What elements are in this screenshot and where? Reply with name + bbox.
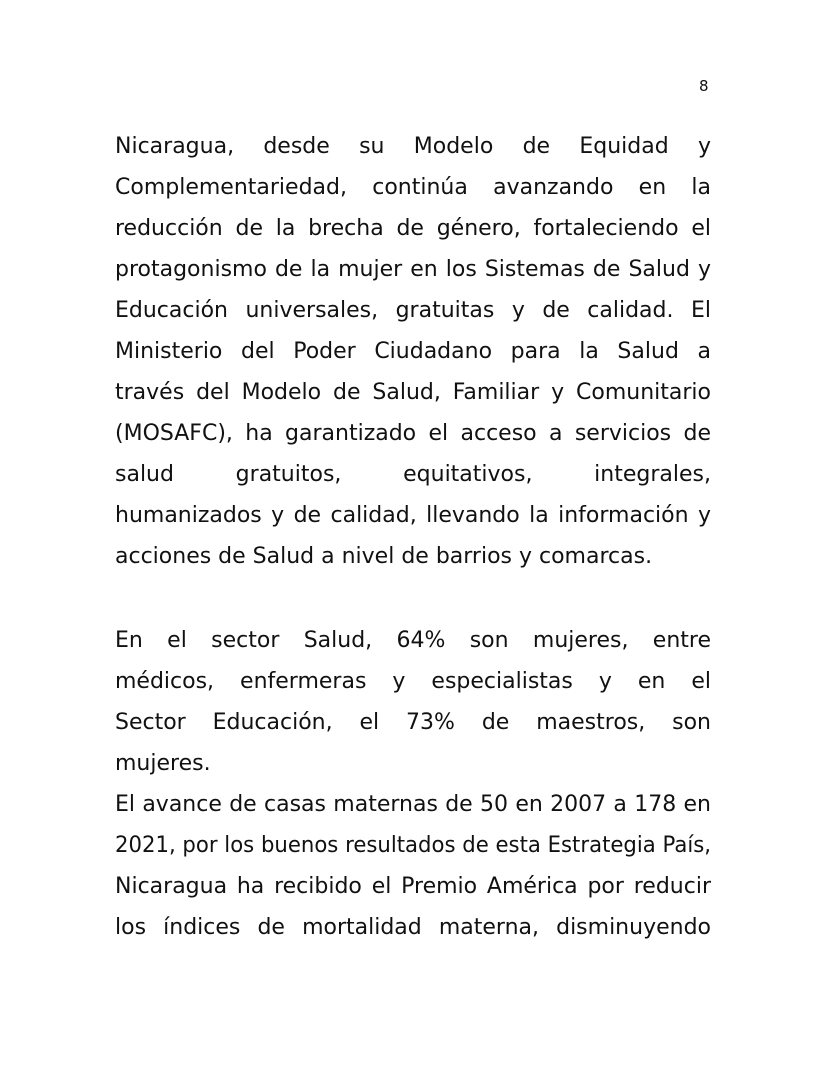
text-line: través del Modelo de Salud, Familiar y Comunitario — [115, 380, 711, 405]
page-number: 8 — [699, 77, 709, 95]
text-line: los índices de mortalidad materna, disminuyendo — [115, 915, 711, 940]
text-line: Nicaragua ha recibido el Premio América por reducir — [115, 874, 711, 899]
text-line: humanizados y de calidad, llevando la información y — [115, 503, 711, 528]
text-line: Ministerio del Poder Ciudadano para la Salud a — [115, 339, 711, 364]
text-line: Sector Educación, el 73% de maestros, son — [115, 710, 711, 735]
text-line: reducción de la brecha de género, fortaleciendo el — [115, 216, 711, 241]
text-line: protagonismo de la mujer en los Sistemas de Salud y — [115, 257, 711, 282]
text-line: Educación universales, gratuitas y de calidad. El — [115, 298, 711, 323]
text-line: Nicaragua, desde su Modelo de Equidad y — [115, 134, 711, 159]
text-line: acciones de Salud a nivel de barrios y comarcas. — [115, 544, 653, 569]
text-line: mujeres. — [115, 751, 211, 776]
paragraph-sector-salud — [115, 620, 711, 784]
text-line: médicos, enfermeras y especialistas y en el — [115, 669, 711, 694]
text-line: Complementariedad, continúa avanzando en la — [115, 175, 711, 200]
paragraph-casas-maternas — [115, 784, 711, 948]
text-line: 2021, por los buenos resultados de esta Estrategia País, — [115, 833, 711, 858]
text-line: (MOSAFC), ha garantizado el acceso a servicios de — [115, 421, 711, 446]
text-line: El avance de casas maternas de 50 en 2007 a 178 en — [115, 792, 711, 817]
text-line: salud gratuitos, equitativos, integrales, — [115, 462, 711, 487]
text-line: En el sector Salud, 64% son mujeres, entre — [115, 628, 711, 653]
paragraph-equidad — [115, 126, 711, 577]
